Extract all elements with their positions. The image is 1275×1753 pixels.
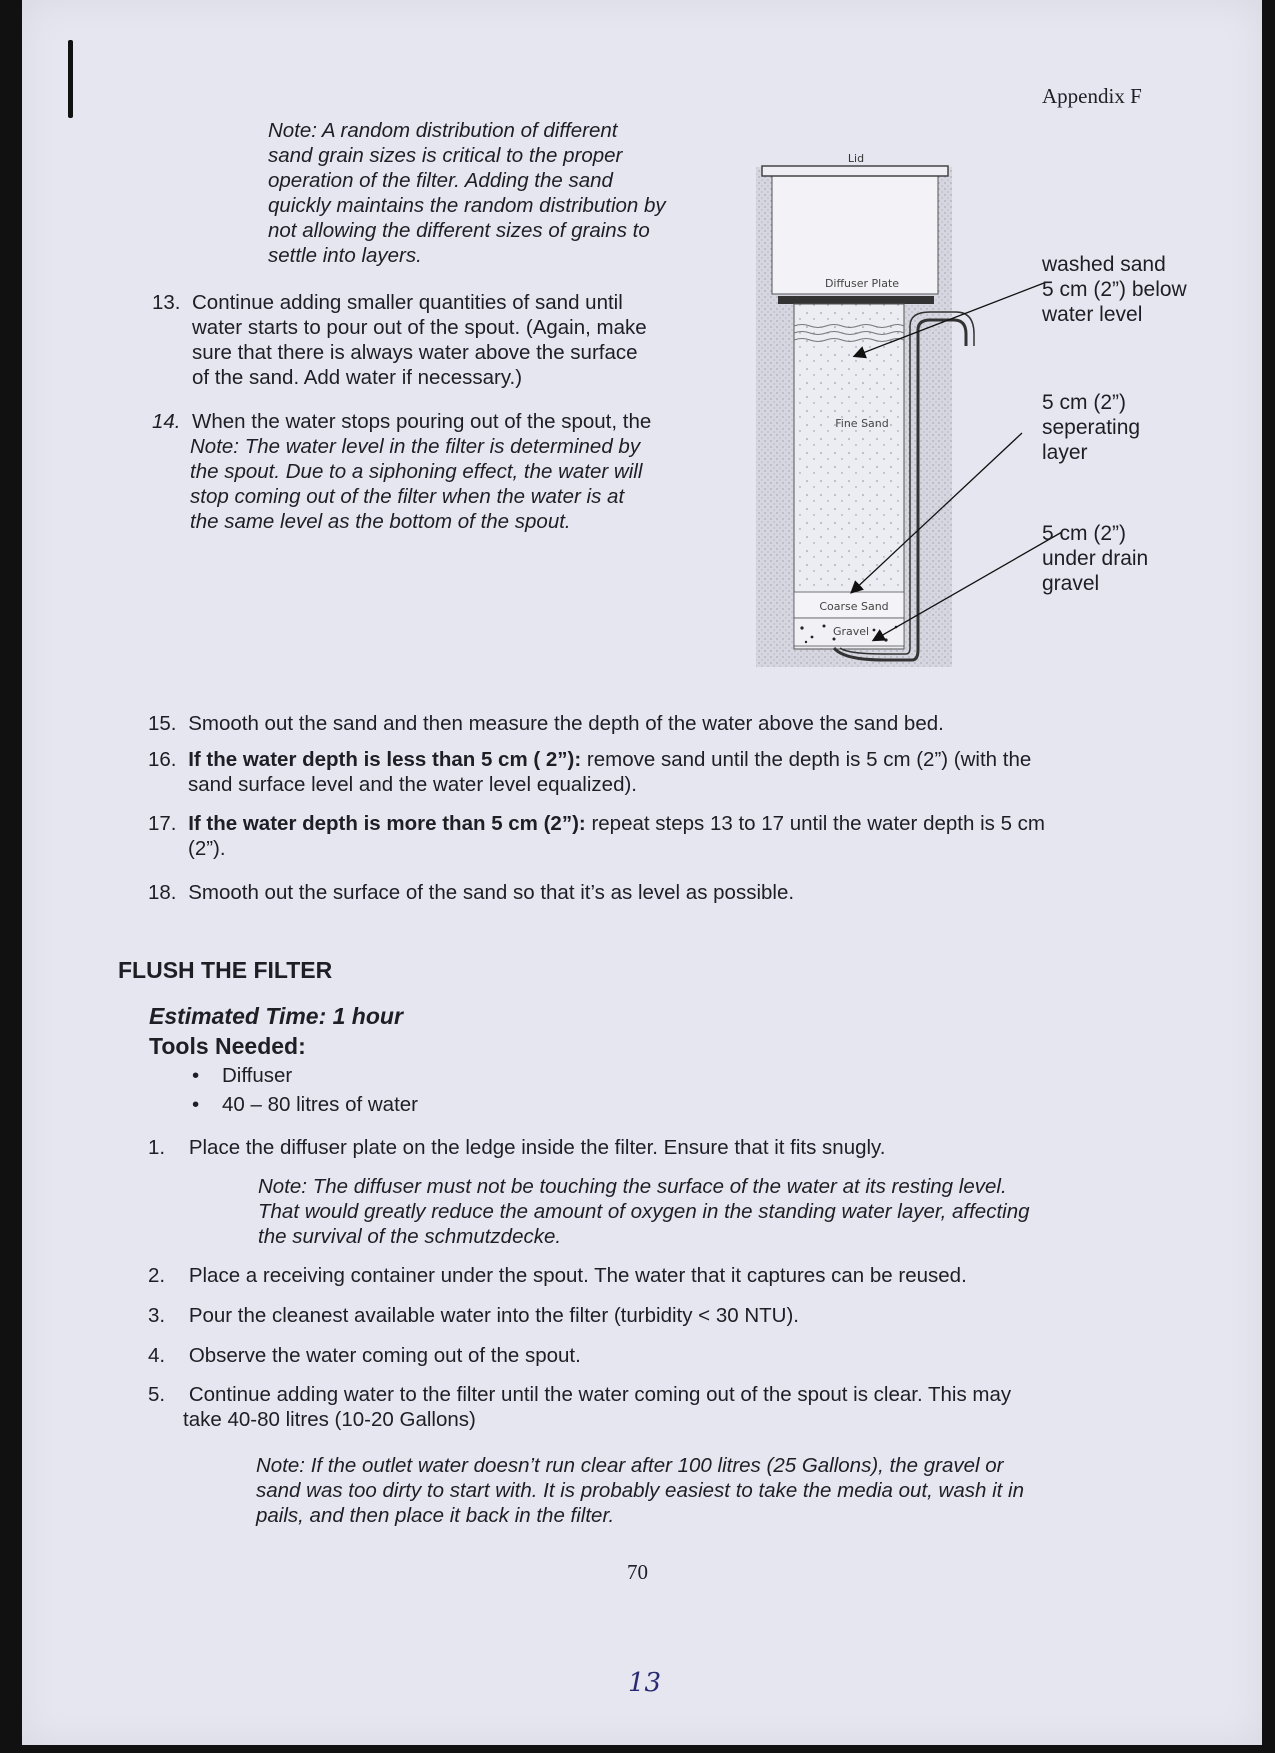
arrow-under-drain [874, 532, 1062, 640]
flush-step-5: 5. Continue adding water to the filter until the water coming out of the spout is clear. This may take 40-80 litres (10-20 Gallons) [148, 1383, 1012, 1431]
step-17: 17. If the water depth is more than 5 cm (2”): repeat steps 13 to 17 until the water depth is 5 cm (2”). [148, 812, 1045, 860]
callout-under-drain: 5 cm (2”) under drain gravel [1042, 522, 1149, 595]
handwritten-number: 13 [628, 1668, 662, 1698]
section-title: FLUSH THE FILTER [118, 957, 333, 983]
step-13: 13. Continue adding smaller quantities of sand until water starts to pour out of the spout. (Again, make sure that there is always water above the surface of the sand. Add water if necessary.) [152, 291, 647, 389]
flush-note-1: Note: The diffuser must not be touching the surface of the water at its resting level. That would greatly reduce the amount of oxygen in the standing water layer, affecting the survival of the schmutzdecke. [258, 1175, 1030, 1248]
step-15: 15. Smooth out the sand and then measure the depth of the water above the sand bed. [148, 712, 944, 735]
step-14: 14. When the water stops pouring out of the spout, the Note: The water level in the filter is determined by the spout. Due to a siphoning effect, the water will stop coming out of the filter when the water is at the same level as the bottom of the spout. [152, 410, 652, 533]
step-18: 18. Smooth out the surface of the sand so that it’s as level as possible. [148, 881, 795, 904]
list-item: • 40 – 80 litres of water [192, 1093, 418, 1116]
lid-label: Lid [847, 152, 865, 165]
step-16: 16. If the water depth is less than 5 cm ( 2”): remove sand until the depth is 5 cm (2”) (with the sand surface level and the water level equalized). [148, 748, 1032, 796]
callout-washed-sand: washed sand 5 cm (2”) below water level [1042, 253, 1187, 326]
diffuser-plate-label: Diffuser Plate [824, 277, 900, 290]
flush-step-4: 4. Observe the water coming out of the spout. [148, 1344, 581, 1367]
callout-separating-layer: 5 cm (2”) seperating layer [1042, 391, 1141, 464]
arrow-washed-sand [855, 283, 1044, 356]
top-note: Note: A random distribution of different sand grain sizes is critical to the proper operation of the filter. Adding the sand quickly maintains the random distribution by not allowing the different sizes of grains to settle into layers. [268, 119, 666, 267]
list-item: • Diffuser [192, 1064, 293, 1087]
page-number: 70 [627, 1560, 648, 1584]
tools-needed-label: Tools Needed: [149, 1033, 306, 1059]
flush-step-1: 1. Place the diffuser plate on the ledge inside the filter. Ensure that it fits snugly. [148, 1136, 886, 1159]
flush-note-5: Note: If the outlet water doesn’t run clear after 100 litres (25 Gallons), the gravel or sand was too dirty to start with. It is probably easiest to take the media out, wash it in pails, and then place it back in the filter. [256, 1454, 1024, 1527]
flush-step-3: 3. Pour the cleanest available water into the filter (turbidity < 30 NTU). [148, 1304, 799, 1327]
gravel-label: Gravel [832, 625, 870, 638]
arrow-separating-layer [852, 433, 1022, 592]
document-page [22, 0, 1262, 1745]
flush-step-2: 2. Place a receiving container under the spout. The water that it captures can be reused. [148, 1264, 967, 1287]
estimated-time: Estimated Time: 1 hour [149, 1003, 403, 1029]
fine-sand-label: Fine Sand [835, 417, 889, 430]
coarse-sand-label: Coarse Sand [819, 600, 889, 613]
appendix-label: Appendix F [1042, 84, 1142, 108]
tools-list [192, 1063, 418, 1117]
